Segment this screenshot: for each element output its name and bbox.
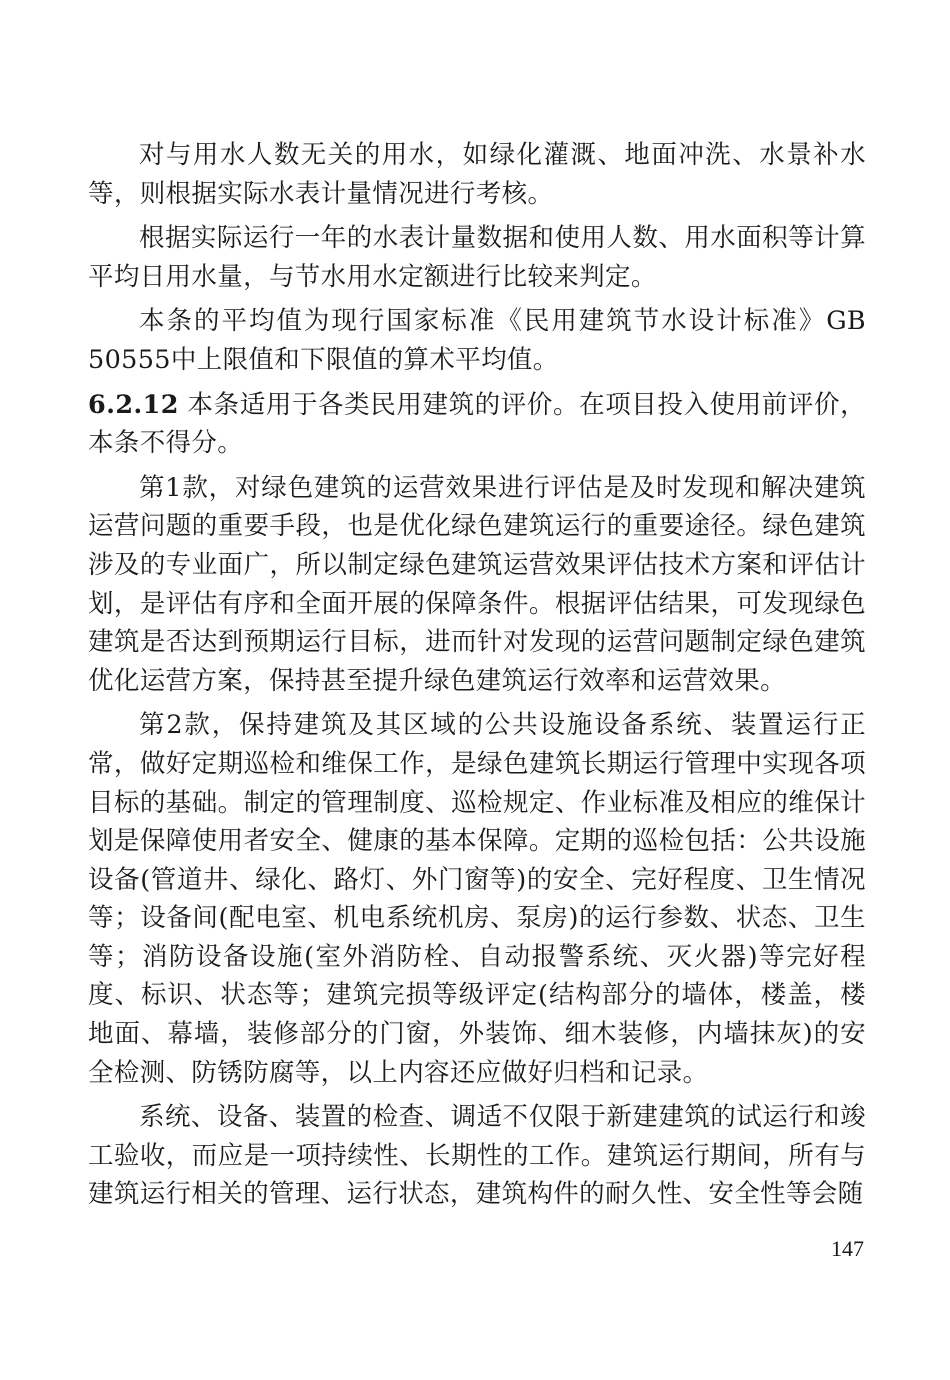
clause-text: 本条适用于各类民用建筑的评价。在项目投入使用前评价，本条不得分。 xyxy=(88,389,866,459)
clause-number: 6.2.12 xyxy=(88,389,179,420)
paragraph: 根据实际运行一年的水表计量数据和使用人数、用水面积等计算平均日用水量，与节水用水定额进行比较来判定。 xyxy=(88,223,866,292)
paragraph: 第1款，对绿色建筑的运营效果进行评估是及时发现和解决建筑运营问题的重要手段，也是优化绿色建筑运行的重要途径。绿色建筑涉及的专业面广，所以制定绿色建筑运营效果评估技术方案和评估计划，是评估有序和全面开展的保障条件。根据评估结果，可发现绿色建筑是否达到预期运行目标，进而针对发现的运营问题制定绿色建筑优化运营方案，保持甚至提升绿色建筑运行效率和运营效果。 xyxy=(88,472,866,696)
page-number: 147 xyxy=(831,1236,864,1261)
page-body xyxy=(88,136,866,1220)
clause-paragraph xyxy=(88,386,866,463)
paragraph: 第2款，保持建筑及其区域的公共设施设备系统、装置运行正常，做好定期巡检和维保工作，是绿色建筑长期运行管理中实现各项目标的基础。制定的管理制度、巡检规定、作业标准及相应的维保计划是保障使用者安全、健康的基本保障。定期的巡检包括：公共设施设备(管道井、绿化、路灯、外门窗等)的安全、完好程度、卫生情况等；设备间(配电室、机电系统机房、泵房)的运行参数、状态、卫生等；消防设备设施(室外消防栓、自动报警系统、灭火器)等完好程度、标识、状态等；建筑完损等级评定(结构部分的墙体，楼盖，楼地面、幕墙，装修部分的门窗，外装饰、细木装修，内墙抹灰)的安全检测、防锈防腐等，以上内容还应做好归档和记录。 xyxy=(88,710,866,1088)
paragraph: 对与用水人数无关的用水，如绿化灌溉、地面冲洗、水景补水等，则根据实际水表计量情况进行考核。 xyxy=(88,140,866,209)
paragraph: 系统、设备、装置的检查、调适不仅限于新建建筑的试运行和竣工验收，而应是一项持续性、长期性的工作。建筑运行期间，所有与建筑运行相关的管理、运行状态，建筑构件的耐久性、安全性等会随 xyxy=(88,1102,866,1210)
paragraph: 本条的平均值为现行国家标准《民用建筑节水设计标准》GB 50555中上限值和下限值的算术平均值。 xyxy=(88,306,866,375)
